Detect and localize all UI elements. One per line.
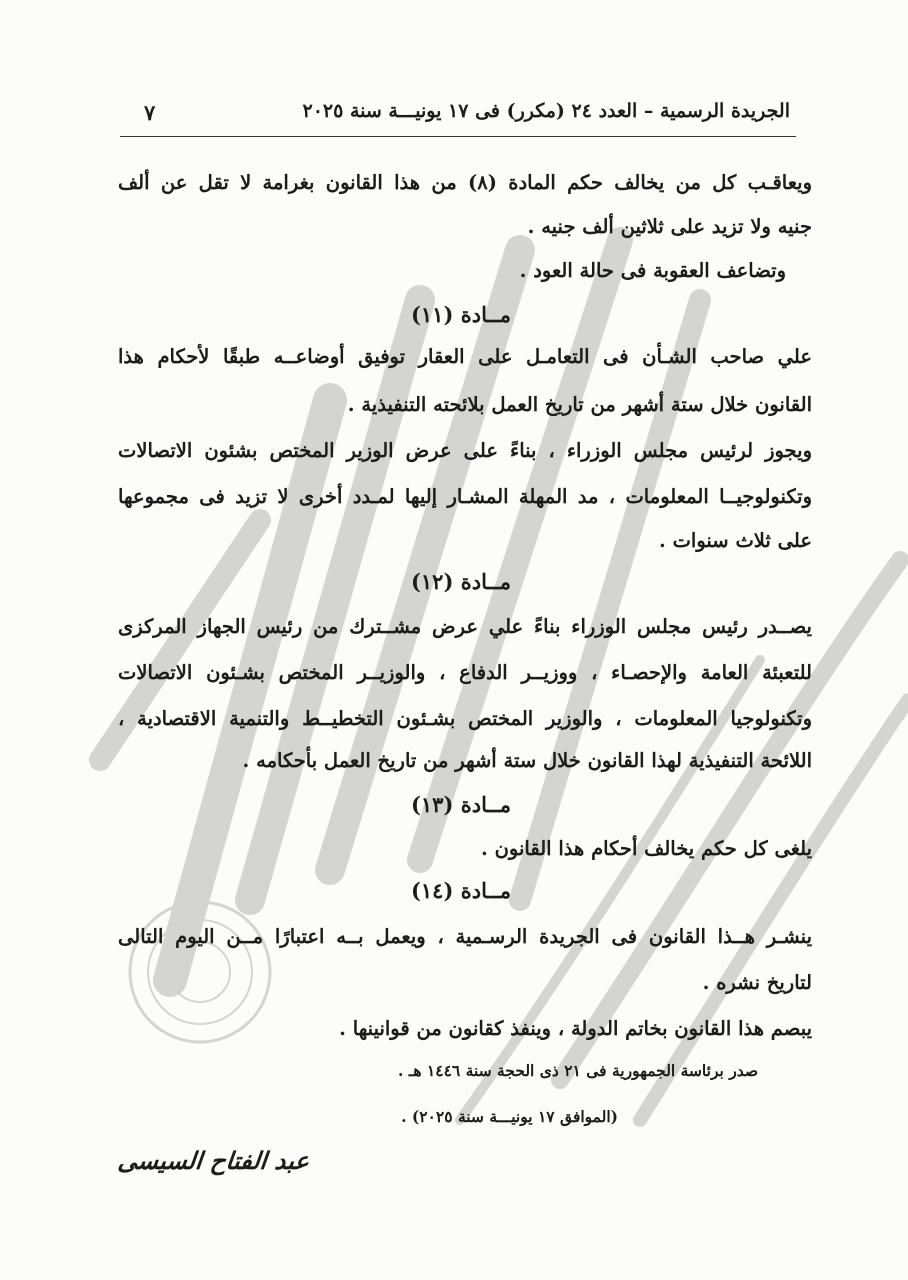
text-line: وتكنولوجيا المعلومات ، والوزير المختص بشـئون التخطيــط والتنمية الاقتصادية ،	[118, 707, 812, 730]
issued-date: صدر برئاسة الجمهورية فى ٢١ ذى الحجة سنة ١٤٤٦ هـ .	[398, 1061, 758, 1080]
text-line: يصــدر رئيس مجلس الوزراء بناءً علي عرض مشــترك من رئيس الجهاز المركزى	[118, 615, 812, 638]
signature: عبد الفتاح السيسى	[116, 1146, 311, 1175]
text-line: ويجوز لرئيس مجلس الوزراء ، بناءً على عرض الوزير المختص بشئون الاتصالات	[118, 439, 812, 462]
text-line: علي صاحب الشـأن فى التعامـل على العقار توفيق أوضاعــه طبقًا لأحكام هذا	[118, 345, 812, 368]
text-line: لتاريخ نشره .	[702, 971, 812, 994]
text-line: وتضاعف العقوبة فى حالة العود .	[519, 259, 786, 282]
text-line: ويعاقـب كل من يخالف حكم المادة (٨) من هذا القانون بغرامة لا تقل عن ألف	[118, 171, 812, 194]
text-line: وتكنولوجيــا المعلومات ، مد المهلة المشـار إليها لمـدد أخرى لا تزيد فى مجموعها	[118, 485, 812, 508]
corresponding-date: (الموافق ١٧ يونيـــة سنة ٢٠٢٥) .	[401, 1107, 618, 1126]
article-heading-12: مــادة (١٢)	[410, 569, 512, 594]
article-heading-14: مــادة (١٤)	[410, 878, 512, 903]
page-number: ٧	[144, 100, 156, 125]
article-heading-11: مــادة (١١)	[410, 302, 512, 327]
page-header	[120, 92, 796, 137]
text-line: جنيه ولا تزيد على ثلاثين ألف جنيه .	[527, 215, 812, 238]
text-line: على ثلاث سنوات .	[659, 529, 812, 552]
article-heading-13: مــادة (١٣)	[410, 792, 512, 817]
text-line: يلغى كل حكم يخالف أحكام هذا القانون .	[481, 837, 812, 860]
header-title: الجريدة الرسمية – العدد ٢٤ (مكرر) فى ١٧ يونيـــة سنة ٢٠٢٥	[302, 100, 790, 122]
text-line: القانون خلال ستة أشهر من تاريخ العمل بلائحته التنفيذية .	[347, 393, 812, 416]
text-line: للتعبئة العامة والإحصـاء ، ووزيــر الدفاع ، والوزيــر المختص بشـئون الاتصالات	[118, 661, 812, 684]
text-line: اللائحة التنفيذية لهذا القانون خلال ستة أشهر من تاريخ العمل بأحكامه .	[242, 749, 812, 772]
text-line: يبصم هذا القانون بخاتم الدولة ، وينفذ كقانون من قوانينها .	[339, 1017, 812, 1040]
text-line: ينشـر هــذا القانون فى الجريدة الرسـمية ، ويعمل بــه اعتبارًا مــن اليوم التالى	[118, 925, 812, 948]
